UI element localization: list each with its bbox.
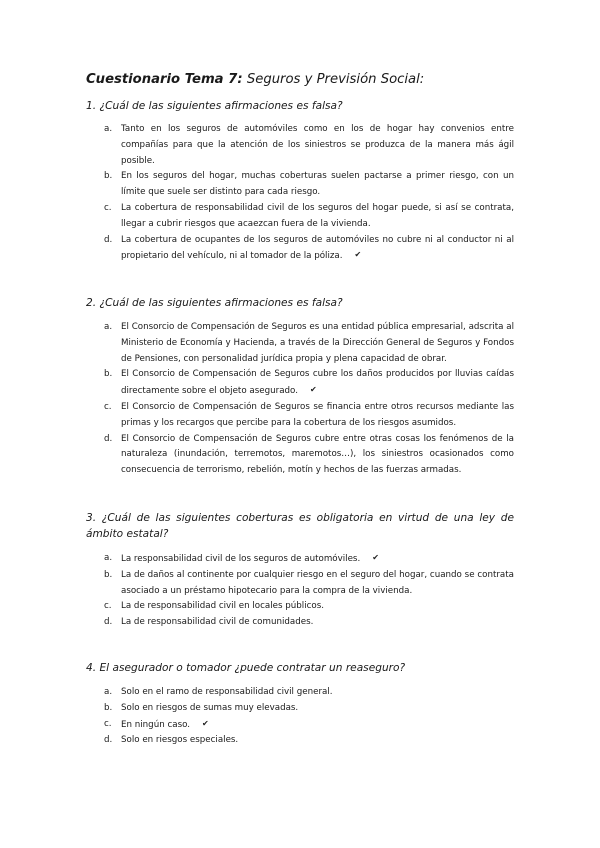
option-1d: d. La cobertura de ocupantes de los seguros de automóviles no cubre ni al conductor ni al propietario del vehículo, ni al tomador de la póliza. ✔ xyxy=(104,234,514,262)
option-4a: a. Solo en el ramo de responsabilidad civil general. xyxy=(104,687,333,697)
question-4: 4. El asegurador o tomador ¿puede contratar un reaseguro? xyxy=(86,662,406,674)
checkmark-icon: ✔ xyxy=(309,385,317,395)
checkmark-icon: ✔ xyxy=(202,718,209,728)
option-2d: d. El Consorcio de Compensación de Seguros cubre entre otras cosas los fenómenos de la naturaleza (inundación, terremotos, maremotos…), los siniestros ocasionados como consecuencia de terrorismo, rebelión, motín y hechos de las fuerzas armadas. xyxy=(104,433,514,476)
question-2-options xyxy=(104,320,514,479)
question-3: 3. ¿Cuál de las siguientes coberturas es obligatoria en virtud de una ley de ámbito estatal? xyxy=(86,512,514,540)
question-1-options xyxy=(104,122,514,265)
question-2: 2. ¿Cuál de las siguientes afirmaciones es falsa? xyxy=(86,297,343,309)
question-3-options xyxy=(104,551,514,631)
option-4c: c. En ningún caso. ✔ xyxy=(104,717,514,734)
option-1c: c. La cobertura de responsabilidad civil de los seguros del hogar puede, si así se contrata, llegar a cubrir riesgos que acaezcan fuera de la vivienda. xyxy=(104,202,514,229)
question-1: 1. ¿Cuál de las siguientes afirmaciones es falsa? xyxy=(86,100,343,112)
option-4b: b. Solo en riesgos de sumas muy elevadas. xyxy=(104,702,299,713)
checkmark-icon: ✔ xyxy=(372,553,379,562)
option-3d: d. La de responsabilidad civil de comunidades. xyxy=(104,617,314,628)
option-1a: a. Tanto en los seguros de automóviles como en los de hogar hay convenios entre compañías para que la atención de los siniestros se produzca de la manera más ágil posible. xyxy=(104,124,514,166)
option-3c: c. La de responsabilidad civil en locales públicos. xyxy=(104,601,325,612)
page-title xyxy=(86,72,424,87)
question-4-options xyxy=(104,685,514,749)
option-1b: b. En los seguros del hogar, muchas coberturas suelen pactarse a primer riesgo, con un límite que suele ser distinto para cada riesgo. xyxy=(104,171,514,198)
option-3b: b. La de daños al continente por cualquier riesgo en el seguro del hogar, cuando se contrata asociado a un préstamo hipotecario para la compra de la vivienda. xyxy=(104,569,514,596)
title-normal-part: Seguros y Previsión Social: xyxy=(242,72,425,87)
option-2a: a. El Consorcio de Compensación de Seguros es una entidad pública empresarial, adscrita al Ministerio de Economía y Hacienda, a través de la Dirección General de Seguros y Fondos de Pensiones, con personalidad jurídica propia y plena capacidad de obrar. xyxy=(104,322,514,364)
option-2b: b. El Consorcio de Compensación de Seguros cubre los daños producidos por lluvias caídas directamente sobre el objeto asegurado. ✔ xyxy=(104,369,514,397)
title-bold-part: Cuestionario Tema 7: xyxy=(86,72,243,87)
option-4d: d. Solo en riesgos especiales. xyxy=(104,735,239,746)
option-2c: c. El Consorcio de Compensación de Seguros se financia entre otros recursos mediante las primas y los recargos que percibe para la cobertura de los riesgos asumidos. xyxy=(104,401,514,428)
checkmark-icon: ✔ xyxy=(354,250,362,260)
option-3a: a. La responsabilidad civil de los seguros de automóviles. ✔ xyxy=(104,551,514,568)
